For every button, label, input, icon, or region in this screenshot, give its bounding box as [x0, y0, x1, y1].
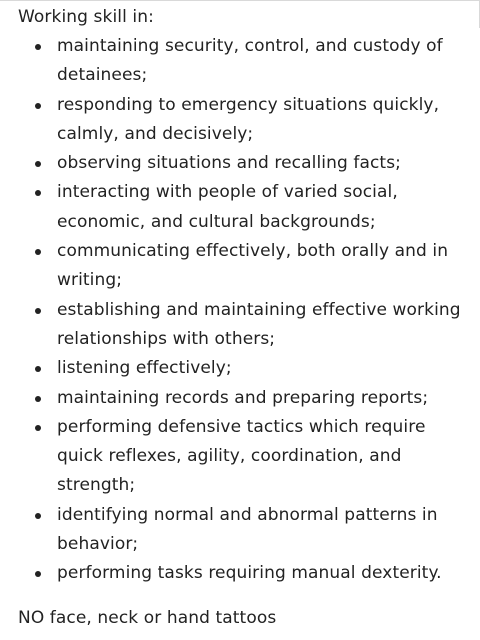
list-item-text: interacting with people of varied social, economic, and cultural backgrounds; [57, 182, 398, 232]
bullet-icon [35, 425, 41, 431]
bullet-icon [35, 513, 41, 519]
bullet-icon [35, 103, 41, 109]
list-item-text: identifying normal and abnormal patterns in behavior; [57, 504, 438, 555]
bullet-icon [35, 571, 41, 577]
skills-heading: Working skill in: [18, 7, 154, 27]
list-item-text: communicating effectively, both orally and in writing; [57, 241, 449, 291]
list-item-text: performing defensive tactics which require quick reflexes, agility, coordination, and strength; [57, 416, 426, 496]
list-item [18, 296, 473, 355]
list-item-text: establishing and maintaining effective working relationships with others; [57, 299, 461, 349]
list-item [18, 237, 473, 296]
list-item-text: maintaining records and preparing reports; [57, 387, 429, 408]
list-item [18, 32, 473, 91]
bullet-icon [35, 44, 41, 50]
tattoo-note: NO face, neck or hand tattoos [18, 608, 277, 628]
list-item-text: performing tasks requiring manual dexterity. [57, 563, 442, 584]
skills-list [18, 32, 473, 589]
bullet-icon [35, 366, 41, 372]
top-divider [0, 0, 480, 1]
list-item [18, 149, 473, 178]
list-item [18, 178, 473, 237]
list-item [18, 384, 473, 413]
bullet-icon [35, 190, 41, 196]
bullet-icon [35, 396, 41, 402]
list-item [18, 413, 473, 501]
bullet-icon [35, 308, 41, 314]
list-item [18, 354, 473, 383]
bullet-icon [35, 249, 41, 255]
bullet-icon [35, 161, 41, 167]
list-item [18, 501, 473, 560]
list-item [18, 559, 473, 588]
skills-section [18, 3, 473, 589]
list-item-text: maintaining security, control, and custody of detainees; [57, 36, 443, 86]
list-item-text: listening effectively; [57, 358, 232, 379]
list-item-text: responding to emergency situations quickly, calmly, and decisively; [57, 94, 440, 144]
list-item [18, 91, 473, 150]
list-item-text: observing situations and recalling facts; [57, 153, 401, 174]
